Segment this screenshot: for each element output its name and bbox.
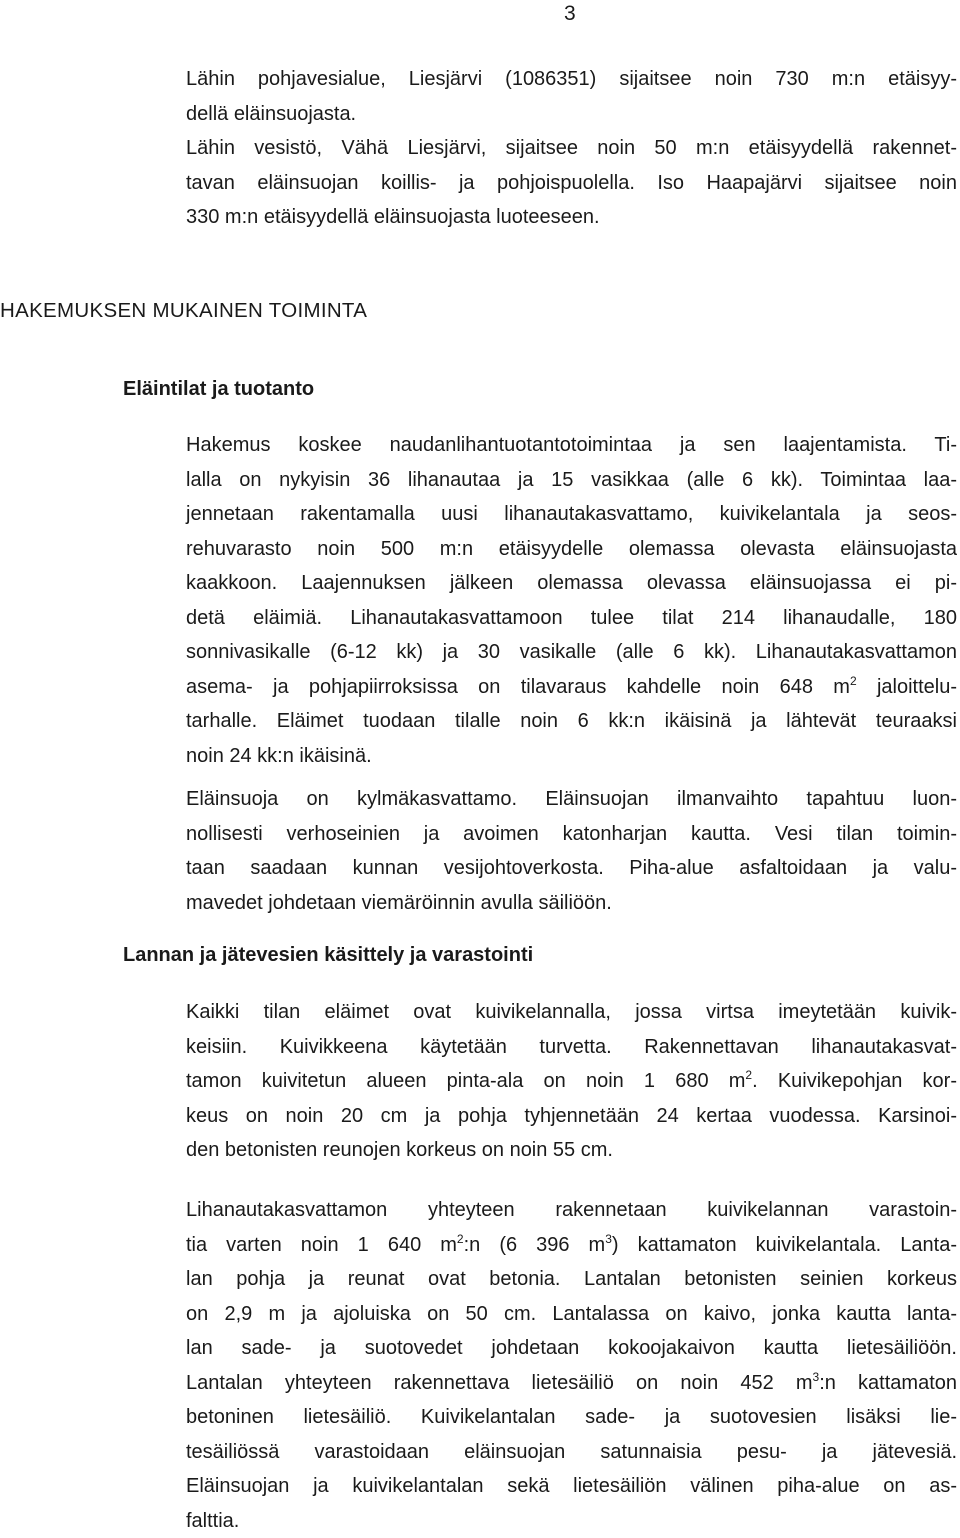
page-number: 3	[564, 2, 576, 26]
text-line: Lihanautakasvattamon yhteyteen rakennetaan kuivikelannan varastoin-	[186, 1193, 957, 1228]
text-line: lalla on nykyisin 36 lihanautaa ja 15 vasikkaa (alle 6 kk). Toimintaa laa-	[186, 463, 957, 498]
text-line: dellä eläinsuojasta.	[186, 97, 957, 132]
text-line: lan sade- ja suotovedet johdetaan kokoojakaivon kautta lietesäiliöön.	[186, 1331, 957, 1366]
text-line: tesäiliössä varastoidaan eläinsuojan satunnaisia pesu- ja jätevesiä.	[186, 1435, 957, 1470]
paragraph-building	[186, 782, 957, 920]
text-line: rehuvarasto noin 500 m:n etäisyydelle olemassa olevasta eläinsuojasta	[186, 532, 957, 567]
text-line: tia varten noin 1 640 $m^2:n$ (6 396 $m^3$) kattamaton kuivikelantala. Lanta-	[186, 1228, 957, 1263]
text-line: sonnivasikalle (6-12 kk) ja 30 vasikalle (alle 6 kk). Lihanautakasvattamon	[186, 635, 957, 670]
text-line: Lähin pohjavesialue, Liesjärvi (1086351) sijaitsee noin 730 m:n etäisyy-	[186, 62, 957, 97]
paragraph-manure-storage	[186, 1193, 957, 1538]
text-line: keus on noin 20 cm ja pohja tyhjennetään 24 kertaa vuodessa. Karsinoi-	[186, 1099, 957, 1134]
text-line: kaakkoon. Laajennuksen jälkeen olemassa olevassa eläinsuojassa ei pi-	[186, 566, 957, 601]
paragraph-bedding	[186, 995, 957, 1168]
text-line: on 2,9 m ja ajoluiska on 50 cm. Lantalassa on kaivo, jonka kautta lanta-	[186, 1297, 957, 1332]
text-line: den betonisten reunojen korkeus on noin 55 cm.	[186, 1133, 957, 1168]
text-line: tavan eläinsuojan koillis- ja pohjoispuolella. Iso Haapajärvi sijaitsee noin	[186, 166, 957, 201]
text-line: jennetaan rakentamalla uusi lihanautakasvattamo, kuivikelantala ja seos-	[186, 497, 957, 532]
text-line: Eläinsuoja on kylmäkasvattamo. Eläinsuojan ilmanvaihto tapahtuu luon-	[186, 782, 957, 817]
text-line: noin 24 kk:n ikäisinä.	[186, 739, 957, 774]
text-line: keisiin. Kuivikkeena käytetään turvetta. Rakennettavan lihanautakasvat-	[186, 1030, 957, 1065]
text-line: Hakemus koskee naudanlihantuotantotoimintaa ja sen laajentamista. Ti-	[186, 428, 957, 463]
text-line: Lähin vesistö, Vähä Liesjärvi, sijaitsee noin 50 m:n etäisyydellä rakennet-	[186, 131, 957, 166]
text-line: nollisesti verhoseinien ja avoimen katonharjan kautta. Vesi tilan toimin-	[186, 817, 957, 852]
text-line: lan pohja ja reunat ovat betonia. Lantalan betonisten seinien korkeus	[186, 1262, 957, 1297]
text-line: betoninen lietesäiliö. Kuivikelantalan sade- ja suotovesien lisäksi lie-	[186, 1400, 957, 1435]
section-heading: HAKEMUKSEN MUKAINEN TOIMINTA	[0, 294, 367, 328]
text-line: Lantalan yhteyteen rakennettava lietesäiliö on noin 452 $m^3:n$ kattamaton	[186, 1366, 957, 1401]
subheading-animal-facilities: Eläintilat ja tuotanto	[123, 372, 314, 406]
text-line: tamon kuivitetun alueen pinta-ala on noin 1 680 $m^2$. Kuivikepohjan kor-	[186, 1064, 957, 1099]
paragraph-groundwater	[186, 62, 957, 131]
text-line: detä eläimiä. Lihanautakasvattamoon tulee tilat 214 lihanaudalle, 180	[186, 601, 957, 636]
text-line: tarhalle. Eläimet tuodaan tilalle noin 6 kk:n ikäisinä ja lähtevät teuraaksi	[186, 704, 957, 739]
text-line: taan saadaan kunnan vesijohtoverkosta. Piha-alue asfaltoidaan ja valu-	[186, 851, 957, 886]
text-line: Eläinsuojan ja kuivikelantalan sekä lietesäiliön välinen piha-alue on as-	[186, 1469, 957, 1504]
text-line: 330 m:n etäisyydellä eläinsuojasta luoteeseen.	[186, 200, 957, 235]
subheading-manure-handling: Lannan ja jätevesien käsittely ja varastointi	[123, 938, 533, 972]
text-line: Kaikki tilan eläimet ovat kuivikelannalla, jossa virtsa imeytetään kuivik-	[186, 995, 957, 1030]
text-line: asema- ja pohjapiirroksissa on tilavaraus kahdelle noin 648 $m^2$ jaloittelu-	[186, 670, 957, 705]
paragraph-waterbody	[186, 131, 957, 235]
text-line: falttia.	[186, 1504, 957, 1538]
paragraph-application	[186, 428, 957, 773]
text-line: mavedet johdetaan viemäröinnin avulla säiliöön.	[186, 886, 957, 921]
